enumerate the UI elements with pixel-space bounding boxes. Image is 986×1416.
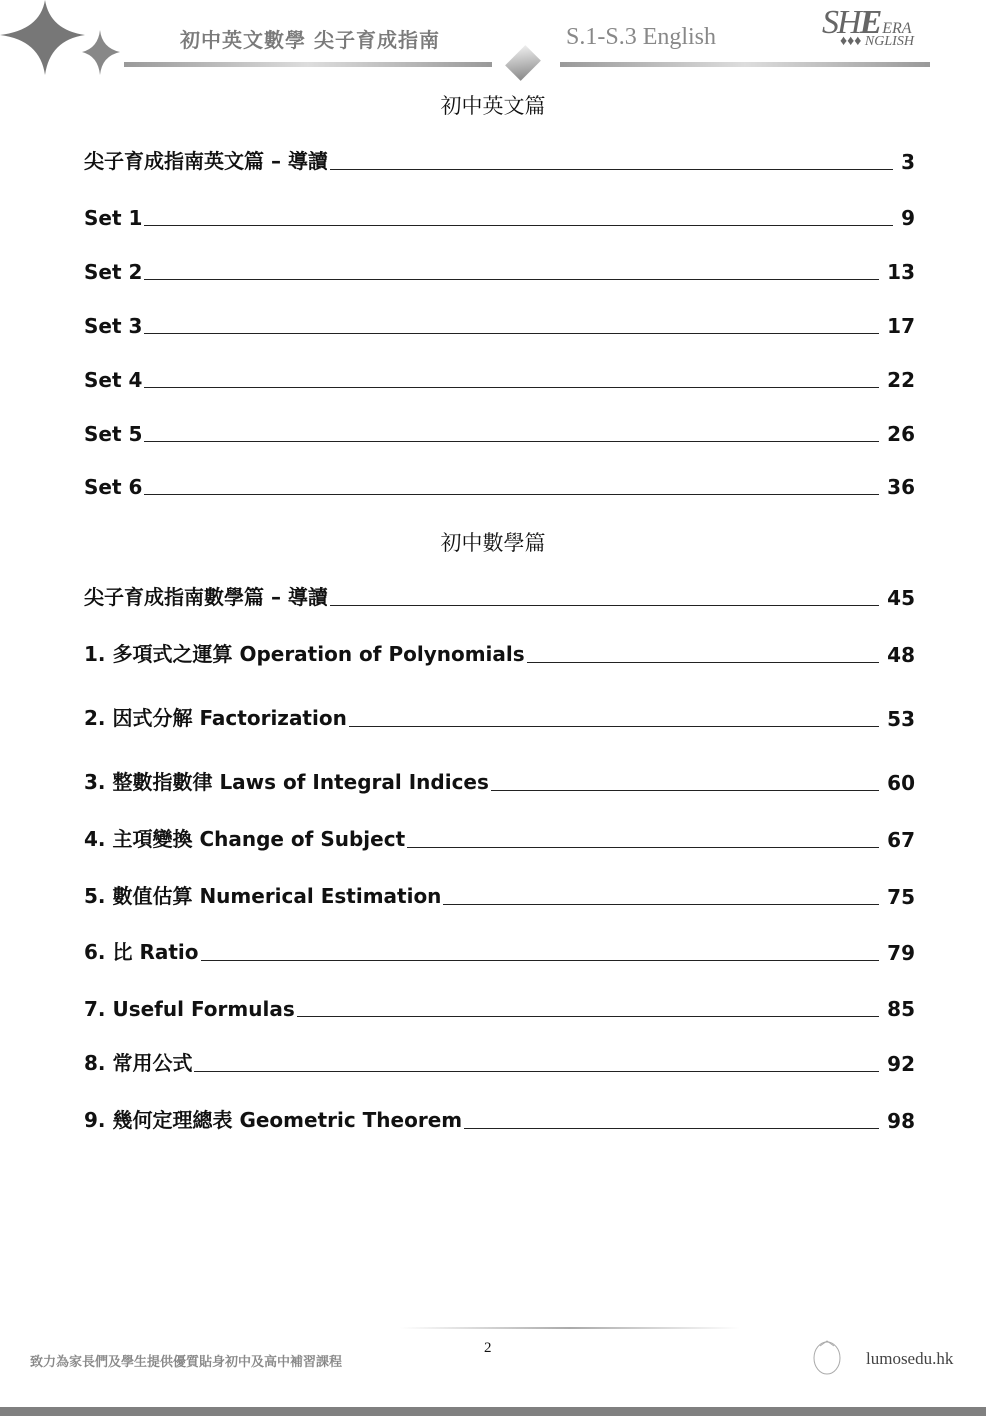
bottom-bar [0, 1407, 986, 1416]
leader-line [464, 1128, 879, 1129]
header-subtitle: S.1-S.3 English [566, 24, 717, 50]
toc-entry-title: 9. 幾何定理總表 Geometric Theorem [84, 1108, 463, 1132]
page-number: 2 [484, 1340, 492, 1356]
toc-entry-title: 1. 多項式之運算 Operation of Polynomials [84, 642, 525, 666]
toc-entry[interactable] [84, 256, 915, 284]
toc-entry-page: 13 [887, 260, 915, 284]
toc-entry-title: Set 3 [84, 314, 143, 338]
leader-line [330, 605, 879, 606]
toc-entry-title: 5. 數值估算 Numerical Estimation [84, 884, 442, 908]
leader-line [144, 279, 879, 280]
leader-line [144, 387, 879, 388]
toc-entry[interactable] [84, 1105, 915, 1133]
leader-line [144, 333, 879, 334]
toc-entry[interactable] [84, 364, 915, 392]
leader-line [144, 225, 893, 226]
leader-line [527, 662, 879, 663]
toc-entry-page: 79 [887, 941, 915, 965]
leader-line [297, 1016, 879, 1017]
toc-entry-title: 8. 常用公式 [84, 1051, 193, 1075]
toc-entry[interactable] [84, 824, 915, 852]
leader-line [144, 441, 879, 442]
toc-entry[interactable] [84, 703, 915, 731]
toc-entry[interactable] [84, 418, 915, 446]
toc-entry-title: 尖子育成指南英文篇 – 導讀 [84, 149, 328, 173]
diamond-icon [505, 45, 541, 81]
toc-entry-title: Set 4 [84, 368, 143, 392]
toc-entry-title: 3. 整數指數律 Laws of Integral Indices [84, 770, 489, 794]
toc-entry-page: 9 [901, 206, 915, 230]
leader-line [491, 790, 879, 791]
toc-entry[interactable] [84, 471, 915, 499]
toc-entry-title: Set 6 [84, 475, 143, 499]
toc-entry-page: 3 [901, 150, 915, 174]
toc-entry-page: 48 [887, 643, 915, 667]
toc-entry-title: 6. 比 Ratio [84, 940, 199, 964]
toc-entry[interactable] [84, 1048, 915, 1076]
toc-entry[interactable] [84, 146, 915, 174]
toc-entry[interactable] [84, 937, 915, 965]
crest-icon [810, 1338, 844, 1380]
leader-line [144, 494, 879, 495]
toc-entry-page: 36 [887, 475, 915, 499]
toc-entry-title: 尖子育成指南數學篇 – 導讀 [84, 585, 328, 609]
toc-entry-page: 85 [887, 997, 915, 1021]
toc-entry[interactable] [84, 582, 915, 610]
toc-entry-title: Set 2 [84, 260, 143, 284]
footer-divider [400, 1327, 740, 1329]
toc-entry[interactable] [84, 767, 915, 795]
header-title: 初中英文數學 尖子育成指南 [180, 28, 440, 52]
toc-entry-page: 60 [887, 771, 915, 795]
sparkle-icon [0, 0, 130, 80]
footer-slogan: 致力為家長們及學生提供優質貼身初中及高中補習課程 [30, 1355, 343, 1370]
toc-entry-page: 53 [887, 707, 915, 731]
toc-entry-page: 17 [887, 314, 915, 338]
toc-entry-title: Set 1 [84, 206, 143, 230]
toc-entry-page: 26 [887, 422, 915, 446]
brand-logo: SHEERA ♦♦♦ NGLISH [822, 4, 914, 49]
leader-line [349, 726, 879, 727]
header-divider-right [560, 62, 930, 67]
header-divider-left [124, 62, 492, 67]
toc-entry-page: 67 [887, 828, 915, 852]
leader-line [330, 169, 893, 170]
toc-entry-page: 92 [887, 1052, 915, 1076]
toc-entry-title: 2. 因式分解 Factorization [84, 706, 347, 730]
leader-line [407, 847, 879, 848]
toc-entry[interactable] [84, 310, 915, 338]
toc-entry[interactable] [84, 993, 915, 1021]
toc-entry-page: 45 [887, 586, 915, 610]
section-heading-english: 初中英文篇 [440, 94, 546, 118]
leader-line [443, 904, 879, 905]
toc-entry-title: 4. 主項變換 Change of Subject [84, 827, 406, 851]
toc-entry[interactable] [84, 202, 915, 230]
toc-entry-title: Set 5 [84, 422, 143, 446]
toc-entry-page: 22 [887, 368, 915, 392]
section-heading-math: 初中數學篇 [440, 531, 546, 555]
toc-entry-page: 98 [887, 1109, 915, 1133]
toc-entry[interactable] [84, 881, 915, 909]
leader-line [194, 1071, 879, 1072]
toc-entry[interactable] [84, 639, 915, 667]
toc-entry-title: 7. Useful Formulas [84, 997, 295, 1021]
toc-entry-page: 75 [887, 885, 915, 909]
footer-website[interactable]: lumosedu.hk [866, 1349, 954, 1368]
leader-line [201, 960, 880, 961]
